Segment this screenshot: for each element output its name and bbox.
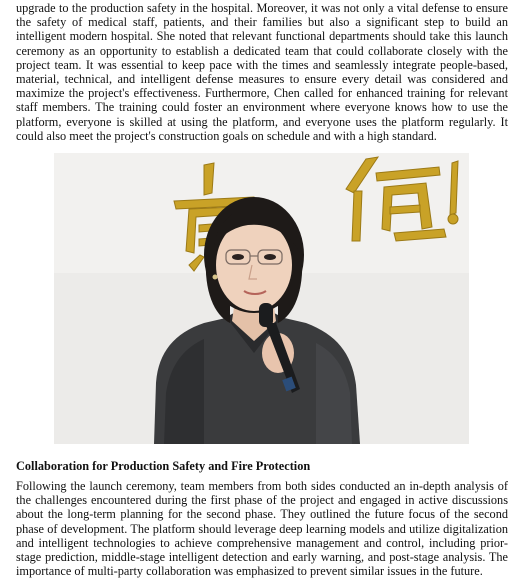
body-paragraph-top: upgrade to the production safety in the hospital. Moreover, it was not only a vital defense to ensure the safety of medical staff, patients, and their families but also a significant step to build an intelligent modern hospital. She noted that relevant functional departments should take this launch ceremony as an opportunity to establish a dedicated team that could collaborate closely with the project team. It was essential to keep pace with the times and seamlessly integrate people-based, material, technical, and intelligent defense measures to ensure every detail was considered and maximize the project's effectiveness. Furthermore, Chen called for enhanced training for relevant staff members. The training could foster an environment where everyone knows how to use the platform, everyone is skilled at using the platform, and everyone uses the platform regularly. It could also meet the project's construction goals on schedule and with a high standard. [16,1,508,143]
body-paragraph-bottom: Following the launch ceremony, team members from both sides conducted an in-depth analysis of the challenges encountered during the first phase of the project and engaged in active discussions about the long-term planning for the second phase. They outlined the future focus of the second phase of development. The platform should leverage deep learning models and utilize digitalization and intelligent technologies to achieve comprehensive management and control, including prior-stage prediction, middle-stage intelligent detection and early warning, and post-stage analysis. The importance of multi-party collaboration was emphasized to prevent similar issues in the future. [16,479,508,579]
speaker-photo [54,153,469,444]
section-heading: Collaboration for Production Safety and Fire Protection [16,459,311,473]
